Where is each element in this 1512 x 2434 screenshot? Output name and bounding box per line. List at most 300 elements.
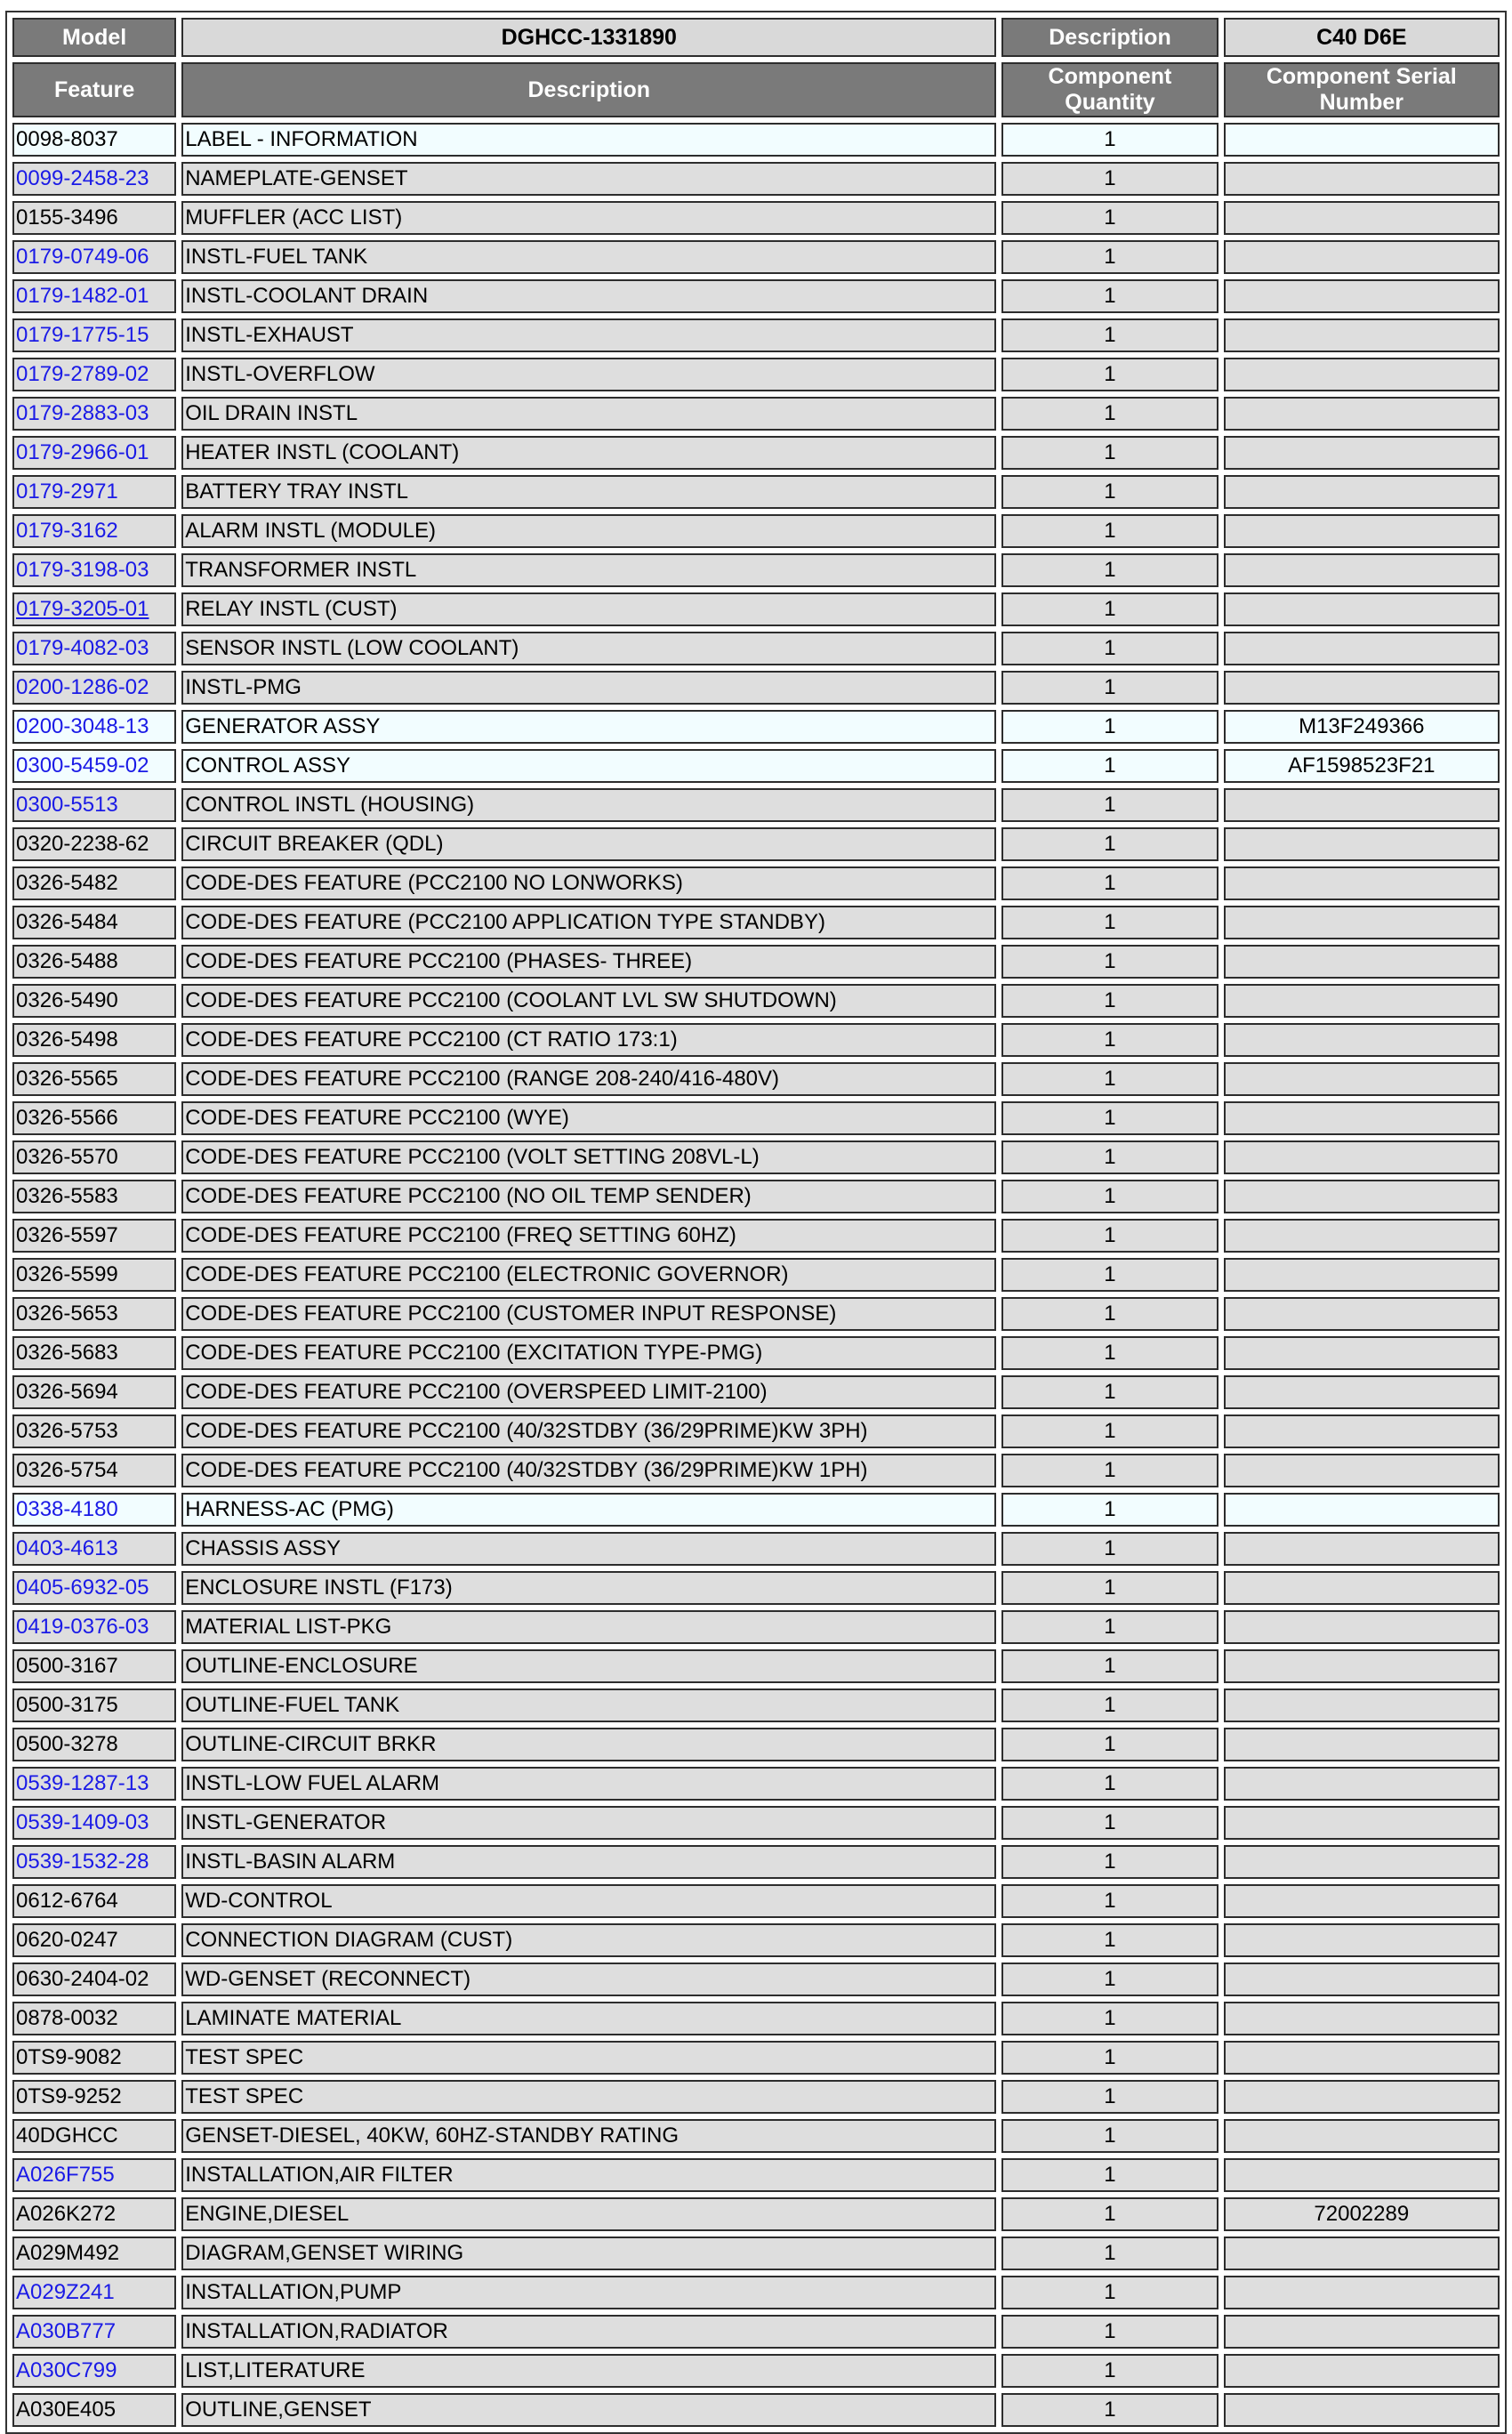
quantity-cell: 1 (1001, 1180, 1218, 1213)
quantity-cell: 1 (1001, 318, 1218, 352)
table-row (12, 2237, 1500, 2270)
description-cell: WD-CONTROL (181, 1884, 996, 1918)
feature-link[interactable] (12, 1845, 176, 1879)
feature-number[interactable]: 0300-5513 (16, 793, 118, 817)
feature-link[interactable] (12, 592, 176, 626)
serial-cell (1224, 1140, 1500, 1174)
description-cell: ENCLOSURE INSTL (F173) (181, 1571, 996, 1605)
feature-number: 0630-2404-02 (16, 1967, 149, 1991)
table-row (12, 2393, 1500, 2427)
serial-cell (1224, 1923, 1500, 1957)
serial-cell (1224, 632, 1500, 665)
serial-cell: 72002289 (1224, 2197, 1500, 2231)
description-cell: SENSOR INSTL (LOW COOLANT) (181, 632, 996, 665)
serial-cell (1224, 1101, 1500, 1135)
table-row (12, 1101, 1500, 1135)
description-cell: CHASSIS ASSY (181, 1532, 996, 1566)
feature-number[interactable]: 0200-1286-02 (16, 675, 149, 699)
feature-number[interactable]: 0179-2971 (16, 480, 118, 504)
feature-number[interactable]: 0099-2458-23 (16, 166, 149, 190)
description-cell: CODE-DES FEATURE PCC2100 (OVERSPEED LIMIT-2100) (181, 1375, 996, 1409)
feature-link[interactable] (12, 2276, 176, 2309)
table-row (12, 2354, 1500, 2388)
table-row (12, 1963, 1500, 1996)
quantity-cell: 1 (1001, 2197, 1218, 2231)
col-header-feature: Feature (12, 62, 176, 117)
table-row (12, 984, 1500, 1018)
quantity-cell: 1 (1001, 1219, 1218, 1253)
table-row (12, 1375, 1500, 1409)
serial-cell (1224, 1845, 1500, 1879)
feature-cell (12, 1963, 176, 1996)
serial-cell (1224, 1258, 1500, 1292)
feature-cell (12, 1728, 176, 1761)
feature-number[interactable]: A026F755 (16, 2163, 115, 2187)
description-cell: INSTL-COOLANT DRAIN (181, 279, 996, 313)
feature-number[interactable]: A030C799 (16, 2358, 117, 2382)
serial-cell (1224, 1062, 1500, 1096)
table-row (12, 2315, 1500, 2349)
description-cell: INSTALLATION,AIR FILTER (181, 2158, 996, 2192)
feature-link[interactable] (12, 279, 176, 313)
quantity-cell: 1 (1001, 1414, 1218, 1448)
feature-link[interactable] (12, 2354, 176, 2388)
quantity-cell: 1 (1001, 710, 1218, 744)
description-cell: CODE-DES FEATURE PCC2100 (COOLANT LVL SW SHUTDOWN) (181, 984, 996, 1018)
serial-cell (1224, 2276, 1500, 2309)
quantity-cell: 1 (1001, 788, 1218, 822)
table-row (12, 749, 1500, 783)
serial-cell (1224, 2119, 1500, 2153)
feature-number: 0326-5484 (16, 910, 118, 934)
feature-cell (12, 1923, 176, 1957)
feature-number: 0326-5753 (16, 1419, 118, 1443)
quantity-cell: 1 (1001, 1493, 1218, 1527)
feature-cell (12, 123, 176, 157)
serial-cell (1224, 1454, 1500, 1487)
feature-link[interactable] (12, 1532, 176, 1566)
serial-cell (1224, 2041, 1500, 2075)
feature-link[interactable] (12, 2158, 176, 2192)
quantity-cell: 1 (1001, 1806, 1218, 1840)
table-row (12, 358, 1500, 391)
feature-number: 0326-5565 (16, 1067, 118, 1091)
description-cell: CIRCUIT BREAKER (QDL) (181, 827, 996, 861)
feature-link[interactable] (12, 514, 176, 548)
description-cell: CODE-DES FEATURE PCC2100 (VOLT SETTING 208VL-L) (181, 1140, 996, 1174)
model-value: DGHCC-1331890 (181, 18, 996, 57)
feature-cell (12, 2080, 176, 2114)
feature-cell (12, 827, 176, 861)
quantity-cell: 1 (1001, 1336, 1218, 1370)
serial-cell (1224, 1571, 1500, 1605)
description-cell: HARNESS-AC (PMG) (181, 1493, 996, 1527)
serial-cell (1224, 1963, 1500, 1996)
quantity-cell: 1 (1001, 397, 1218, 431)
description-cell: CODE-DES FEATURE (PCC2100 APPLICATION TYPE STANDBY) (181, 906, 996, 939)
feature-number[interactable]: 0179-2966-01 (16, 440, 149, 464)
quantity-cell: 1 (1001, 671, 1218, 705)
quantity-cell: 1 (1001, 1101, 1218, 1135)
table-row (12, 2080, 1500, 2114)
serial-cell (1224, 788, 1500, 822)
quantity-cell: 1 (1001, 553, 1218, 587)
quantity-cell: 1 (1001, 240, 1218, 274)
feature-cell (12, 1062, 176, 1096)
table-row (12, 1219, 1500, 1253)
feature-cell (12, 1219, 176, 1253)
serial-cell (1224, 1610, 1500, 1644)
serial-cell (1224, 2080, 1500, 2114)
feature-link[interactable] (12, 749, 176, 783)
feature-number[interactable]: 0539-1409-03 (16, 1810, 149, 1834)
serial-cell (1224, 397, 1500, 431)
serial-cell: AF1598523F21 (1224, 749, 1500, 783)
serial-cell (1224, 514, 1500, 548)
description-cell: INSTALLATION,RADIATOR (181, 2315, 996, 2349)
feature-number[interactable]: 0179-1482-01 (16, 284, 149, 308)
feature-cell (12, 1297, 176, 1331)
feature-number: 0326-5583 (16, 1184, 118, 1208)
feature-number[interactable]: 0179-0749-06 (16, 245, 149, 269)
table-row (12, 945, 1500, 979)
table-row (12, 710, 1500, 744)
serial-cell (1224, 2002, 1500, 2035)
feature-number: 0326-5597 (16, 1223, 118, 1247)
serial-cell (1224, 162, 1500, 196)
description-cell: CONTROL ASSY (181, 749, 996, 783)
feature-number: 0098-8037 (16, 127, 118, 151)
feature-link[interactable] (12, 162, 176, 196)
table-row (12, 1688, 1500, 1722)
feature-number[interactable]: 0179-3205-01 (16, 597, 149, 621)
quantity-cell: 1 (1001, 984, 1218, 1018)
feature-number: A026K272 (16, 2202, 117, 2226)
feature-cell (12, 945, 176, 979)
feature-cell (12, 866, 176, 900)
feature-link[interactable] (12, 358, 176, 391)
description-cell: CODE-DES FEATURE PCC2100 (WYE) (181, 1101, 996, 1135)
feature-link[interactable] (12, 788, 176, 822)
feature-link[interactable] (12, 1767, 176, 1801)
description-cell: LABEL - INFORMATION (181, 123, 996, 157)
serial-cell (1224, 1180, 1500, 1213)
serial-cell (1224, 1728, 1500, 1761)
feature-number: 0326-5566 (16, 1106, 118, 1130)
table-row (12, 1414, 1500, 1448)
quantity-cell: 1 (1001, 1140, 1218, 1174)
feature-number: 0326-5490 (16, 988, 118, 1012)
feature-number[interactable]: 0179-3198-03 (16, 558, 149, 582)
feature-number: 40DGHCC (16, 2124, 118, 2148)
table-row (12, 1258, 1500, 1292)
quantity-cell: 1 (1001, 2393, 1218, 2427)
feature-cell (12, 1688, 176, 1722)
serial-cell (1224, 2237, 1500, 2270)
description-cell: OUTLINE-FUEL TANK (181, 1688, 996, 1722)
table-row (12, 1649, 1500, 1683)
quantity-cell: 1 (1001, 123, 1218, 157)
feature-number[interactable]: 0179-4082-03 (16, 636, 149, 660)
serial-cell (1224, 1532, 1500, 1566)
serial-cell (1224, 1493, 1500, 1527)
serial-cell (1224, 1884, 1500, 1918)
feature-link[interactable] (12, 1571, 176, 1605)
quantity-cell: 1 (1001, 1923, 1218, 1957)
serial-cell (1224, 866, 1500, 900)
feature-cell (12, 1140, 176, 1174)
table-row (12, 1532, 1500, 1566)
table-row (12, 866, 1500, 900)
table-row (12, 2041, 1500, 2075)
table-row (12, 162, 1500, 196)
quantity-cell: 1 (1001, 632, 1218, 665)
serial-cell (1224, 945, 1500, 979)
quantity-cell: 1 (1001, 1649, 1218, 1683)
feature-number[interactable]: 0300-5459-02 (16, 754, 149, 778)
feature-link[interactable] (12, 553, 176, 587)
quantity-cell: 1 (1001, 1688, 1218, 1722)
serial-cell (1224, 1806, 1500, 1840)
quantity-cell: 1 (1001, 201, 1218, 235)
feature-cell (12, 1101, 176, 1135)
description-cell: ALARM INSTL (MODULE) (181, 514, 996, 548)
feature-number[interactable]: A029Z241 (16, 2280, 115, 2304)
feature-cell (12, 906, 176, 939)
serial-cell (1224, 2315, 1500, 2349)
feature-cell (12, 1414, 176, 1448)
table-row (12, 1180, 1500, 1213)
description-cell: CONNECTION DIAGRAM (CUST) (181, 1923, 996, 1957)
table-row (12, 1023, 1500, 1057)
serial-cell (1224, 827, 1500, 861)
quantity-cell: 1 (1001, 906, 1218, 939)
quantity-cell: 1 (1001, 1728, 1218, 1761)
table-row (12, 1728, 1500, 1761)
description-cell: CODE-DES FEATURE PCC2100 (NO OIL TEMP SENDER) (181, 1180, 996, 1213)
feature-link[interactable] (12, 240, 176, 274)
description-cell: CODE-DES FEATURE PCC2100 (RANGE 208-240/416-480V) (181, 1062, 996, 1096)
quantity-cell: 1 (1001, 1297, 1218, 1331)
feature-cell (12, 1180, 176, 1213)
table-row (12, 436, 1500, 470)
feature-number[interactable]: 0179-2789-02 (16, 362, 149, 386)
description-cell: TRANSFORMER INSTL (181, 553, 996, 587)
feature-number[interactable]: A030B777 (16, 2319, 117, 2343)
quantity-cell: 1 (1001, 2276, 1218, 2309)
feature-number: 0TS9-9082 (16, 2045, 122, 2069)
description-cell: INSTL-GENERATOR (181, 1806, 996, 1840)
quantity-cell: 1 (1001, 592, 1218, 626)
table-row (12, 592, 1500, 626)
description-cell: TEST SPEC (181, 2041, 996, 2075)
quantity-cell: 1 (1001, 1884, 1218, 1918)
feature-number: 0TS9-9252 (16, 2084, 122, 2108)
description-cell: WD-GENSET (RECONNECT) (181, 1963, 996, 1996)
feature-number[interactable]: 0179-3162 (16, 519, 118, 543)
serial-cell (1224, 201, 1500, 235)
description-cell: CODE-DES FEATURE PCC2100 (CUSTOMER INPUT RESPONSE) (181, 1297, 996, 1331)
serial-cell (1224, 906, 1500, 939)
serial-cell (1224, 592, 1500, 626)
serial-cell (1224, 475, 1500, 509)
feature-number[interactable]: 0338-4180 (16, 1497, 118, 1521)
feature-number: 0878-0032 (16, 2006, 118, 2030)
quantity-cell: 1 (1001, 2315, 1218, 2349)
feature-number: 0326-5694 (16, 1380, 118, 1404)
description-cell: CODE-DES FEATURE PCC2100 (40/32STDBY (36/29PRIME)KW 3PH) (181, 1414, 996, 1448)
quantity-cell: 1 (1001, 2002, 1218, 2035)
feature-number: 0500-3167 (16, 1654, 118, 1678)
feature-cell (12, 2002, 176, 2035)
feature-number: 0500-3278 (16, 1732, 118, 1756)
feature-link[interactable] (12, 1806, 176, 1840)
feature-link[interactable] (12, 632, 176, 665)
parts-table (5, 11, 1507, 2434)
quantity-cell: 1 (1001, 514, 1218, 548)
description-cell: CODE-DES FEATURE PCC2100 (ELECTRONIC GOVERNOR) (181, 1258, 996, 1292)
description-cell: MATERIAL LIST-PKG (181, 1610, 996, 1644)
feature-link[interactable] (12, 397, 176, 431)
serial-cell (1224, 1297, 1500, 1331)
description-cell: GENSET-DIESEL, 40KW, 60HZ-STANDBY RATING (181, 2119, 996, 2153)
feature-number: 0320-2238-62 (16, 832, 149, 856)
feature-number[interactable]: 0419-0376-03 (16, 1615, 149, 1639)
description-cell: ENGINE,DIESEL (181, 2197, 996, 2231)
feature-number: 0155-3496 (16, 206, 118, 230)
description-cell: INSTL-LOW FUEL ALARM (181, 1767, 996, 1801)
table-row (12, 553, 1500, 587)
feature-cell (12, 2237, 176, 2270)
feature-number: 0500-3175 (16, 1693, 118, 1717)
table-row (12, 201, 1500, 235)
column-header-row (12, 62, 1500, 117)
description-cell: INSTL-FUEL TANK (181, 240, 996, 274)
feature-cell (12, 1258, 176, 1292)
description-cell: NAMEPLATE-GENSET (181, 162, 996, 196)
feature-number: 0326-5482 (16, 871, 118, 895)
feature-link[interactable] (12, 671, 176, 705)
description-value: C40 D6E (1224, 18, 1500, 57)
feature-number[interactable]: 0405-6932-05 (16, 1576, 149, 1600)
feature-number[interactable]: 0539-1532-28 (16, 1850, 149, 1874)
feature-link[interactable] (12, 1493, 176, 1527)
description-cell: BATTERY TRAY INSTL (181, 475, 996, 509)
serial-cell (1224, 671, 1500, 705)
serial-cell (1224, 2354, 1500, 2388)
quantity-cell: 1 (1001, 1845, 1218, 1879)
col-header-serial: Component Serial Number (1224, 62, 1500, 117)
quantity-cell: 1 (1001, 866, 1218, 900)
table-row (12, 2276, 1500, 2309)
description-cell: GENERATOR ASSY (181, 710, 996, 744)
table-row (12, 514, 1500, 548)
col-header-description: Description (181, 62, 996, 117)
description-cell: OUTLINE-CIRCUIT BRKR (181, 1728, 996, 1761)
serial-cell (1224, 358, 1500, 391)
feature-link[interactable] (12, 1610, 176, 1644)
quantity-cell: 1 (1001, 279, 1218, 313)
feature-number: 0326-5599 (16, 1262, 118, 1286)
feature-number: 0326-5683 (16, 1341, 118, 1365)
feature-cell (12, 2119, 176, 2153)
serial-cell (1224, 1688, 1500, 1722)
table-row (12, 1845, 1500, 1879)
quantity-cell: 1 (1001, 827, 1218, 861)
serial-cell (1224, 1375, 1500, 1409)
description-cell: CODE-DES FEATURE PCC2100 (CT RATIO 173:1) (181, 1023, 996, 1057)
description-cell: RELAY INSTL (CUST) (181, 592, 996, 626)
feature-number: 0620-0247 (16, 1928, 118, 1952)
quantity-cell: 1 (1001, 2237, 1218, 2270)
quantity-cell: 1 (1001, 1532, 1218, 1566)
model-label: Model (12, 18, 176, 57)
quantity-cell: 1 (1001, 749, 1218, 783)
model-header-row (12, 18, 1500, 57)
serial-cell (1224, 240, 1500, 274)
description-cell: INSTL-OVERFLOW (181, 358, 996, 391)
serial-cell (1224, 436, 1500, 470)
feature-number[interactable]: 0403-4613 (16, 1536, 118, 1560)
description-cell: OIL DRAIN INSTL (181, 397, 996, 431)
feature-link[interactable] (12, 318, 176, 352)
feature-link[interactable] (12, 710, 176, 744)
feature-cell (12, 1023, 176, 1057)
quantity-cell: 1 (1001, 2158, 1218, 2192)
feature-number[interactable]: 0539-1287-13 (16, 1771, 149, 1795)
table-row (12, 906, 1500, 939)
feature-cell (12, 1884, 176, 1918)
description-cell: MUFFLER (ACC LIST) (181, 201, 996, 235)
feature-cell (12, 1375, 176, 1409)
feature-number: A030E405 (16, 2398, 117, 2422)
table-row (12, 788, 1500, 822)
feature-cell (12, 2393, 176, 2427)
table-row (12, 1571, 1500, 1605)
feature-link[interactable] (12, 436, 176, 470)
table-row (12, 2197, 1500, 2231)
feature-number: 0326-5754 (16, 1458, 118, 1482)
serial-cell: M13F249366 (1224, 710, 1500, 744)
quantity-cell: 1 (1001, 162, 1218, 196)
quantity-cell: 1 (1001, 358, 1218, 391)
quantity-cell: 1 (1001, 1767, 1218, 1801)
feature-number: 0326-5488 (16, 949, 118, 973)
serial-cell (1224, 1767, 1500, 1801)
feature-link[interactable] (12, 2315, 176, 2349)
table-row (12, 1336, 1500, 1370)
feature-number[interactable]: 0200-3048-13 (16, 714, 149, 738)
feature-link[interactable] (12, 475, 176, 509)
table-row (12, 632, 1500, 665)
quantity-cell: 1 (1001, 1023, 1218, 1057)
feature-number: A029M492 (16, 2241, 120, 2265)
description-cell: INSTALLATION,PUMP (181, 2276, 996, 2309)
feature-number[interactable]: 0179-2883-03 (16, 401, 149, 425)
table-row (12, 279, 1500, 313)
quantity-cell: 1 (1001, 436, 1218, 470)
table-row (12, 1806, 1500, 1840)
table-row (12, 1062, 1500, 1096)
description-cell: CODE-DES FEATURE PCC2100 (40/32STDBY (36/29PRIME)KW 1PH) (181, 1454, 996, 1487)
feature-number[interactable]: 0179-1775-15 (16, 323, 149, 347)
description-cell: INSTL-EXHAUST (181, 318, 996, 352)
table-row (12, 1493, 1500, 1527)
feature-number: 0326-5498 (16, 1028, 118, 1052)
table-row (12, 2158, 1500, 2192)
table-row (12, 240, 1500, 274)
table-row (12, 123, 1500, 157)
